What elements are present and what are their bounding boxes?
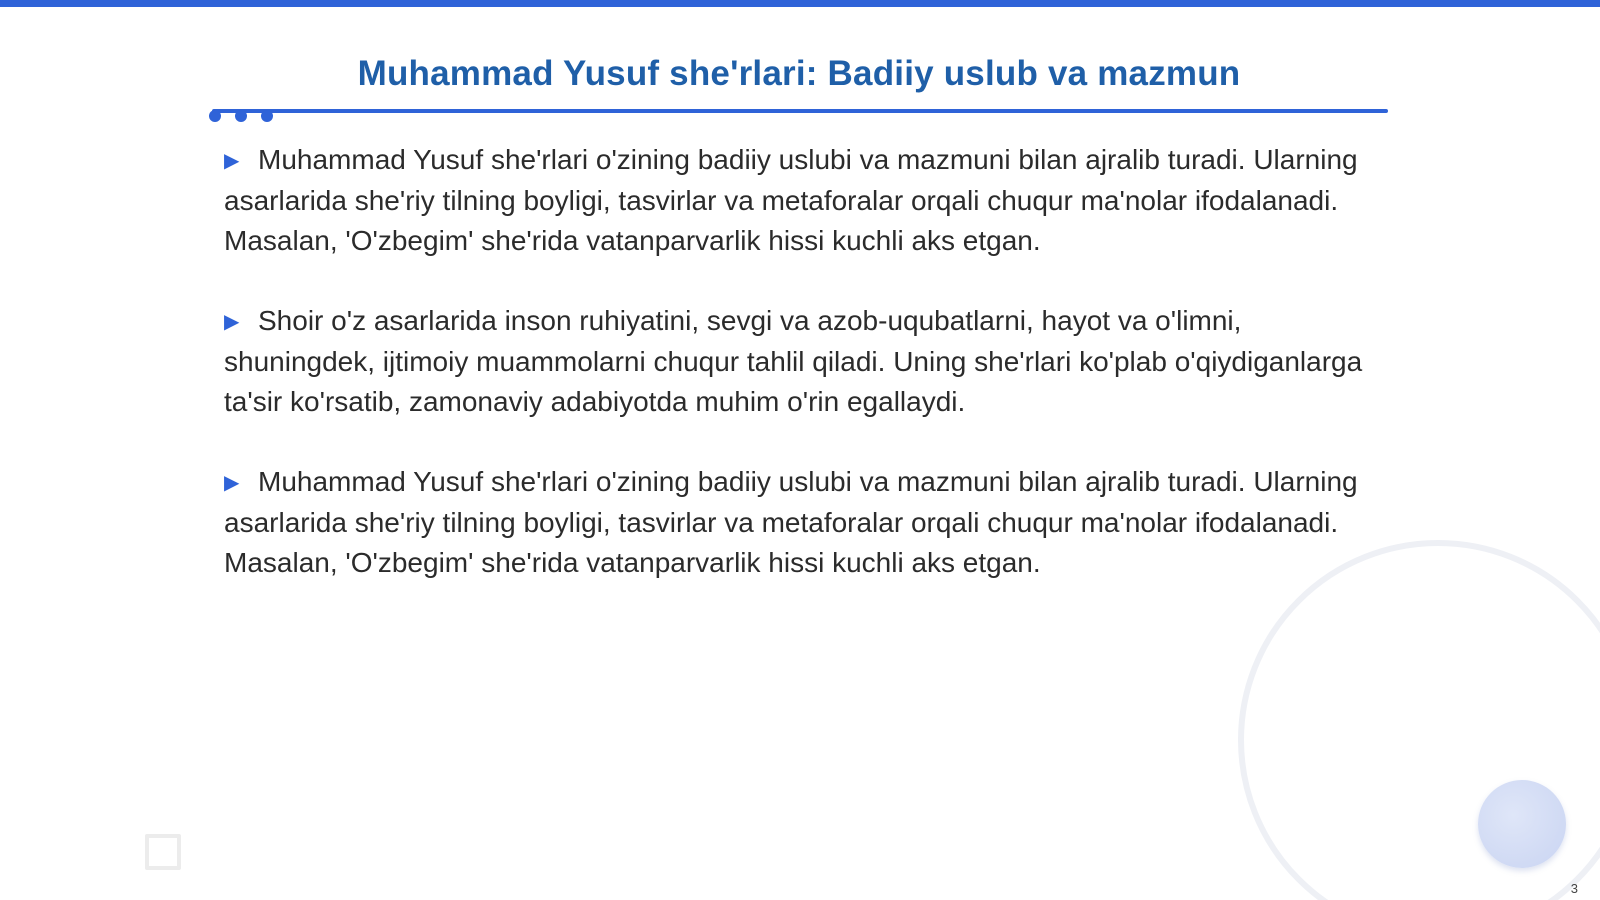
page-number: 3 <box>1570 881 1578 896</box>
bullet-triangle-icon: ▶ <box>224 311 240 333</box>
paragraph-text: Shoir o'z asarlarida inson ruhiyatini, sevgi va azob-uqubatlarni, hayot va o'limni, shuningdek, ijtimoiy muammolarni chuqur tahlil qiladi. Uning she'rlari ko'plab o'qiydiganlarga ta'sir ko'rsatib, zamonaviy adabiyotda muhim o'rin egallaydi. <box>224 305 1363 417</box>
bullet-paragraph <box>224 140 1364 261</box>
decor-circle-shape <box>1478 780 1566 868</box>
bullet-paragraph <box>224 462 1364 583</box>
bullet-triangle-icon: ▶ <box>224 472 240 494</box>
paragraph-text: Muhammad Yusuf she'rlari o'zining badiiy uslubi va mazmuni bilan ajralib turadi. Ularning asarlarida she'riy tilning boyligi, tasvirlar va metaforalar orqali chuqur ma'nolar ifodalanadi. Masalan, 'O'zbegim' she'rida vatanparvarlik hissi kuchli aks etgan. <box>224 144 1358 256</box>
decor-dot <box>209 110 221 122</box>
decor-dot <box>235 110 247 122</box>
decor-dot <box>261 110 273 122</box>
title-underline <box>212 109 1388 113</box>
bullet-paragraph <box>224 301 1364 422</box>
paragraph-text: Muhammad Yusuf she'rlari o'zining badiiy uslubi va mazmuni bilan ajralib turadi. Ularning asarlarida she'riy tilning boyligi, tasvirlar va metaforalar orqali chuqur ma'nolar ifodalanadi. Masalan, 'O'zbegim' she'rida vatanparvarlik hissi kuchli aks etgan. <box>224 466 1358 578</box>
title-dots-decoration <box>209 110 279 126</box>
slide-content <box>224 140 1364 623</box>
top-accent-bar <box>0 0 1600 7</box>
decor-square-shape <box>145 834 181 870</box>
slide-title: Muhammad Yusuf she'rlari: Badiiy uslub va mazmun <box>357 54 1241 93</box>
bullet-triangle-icon: ▶ <box>224 150 240 172</box>
